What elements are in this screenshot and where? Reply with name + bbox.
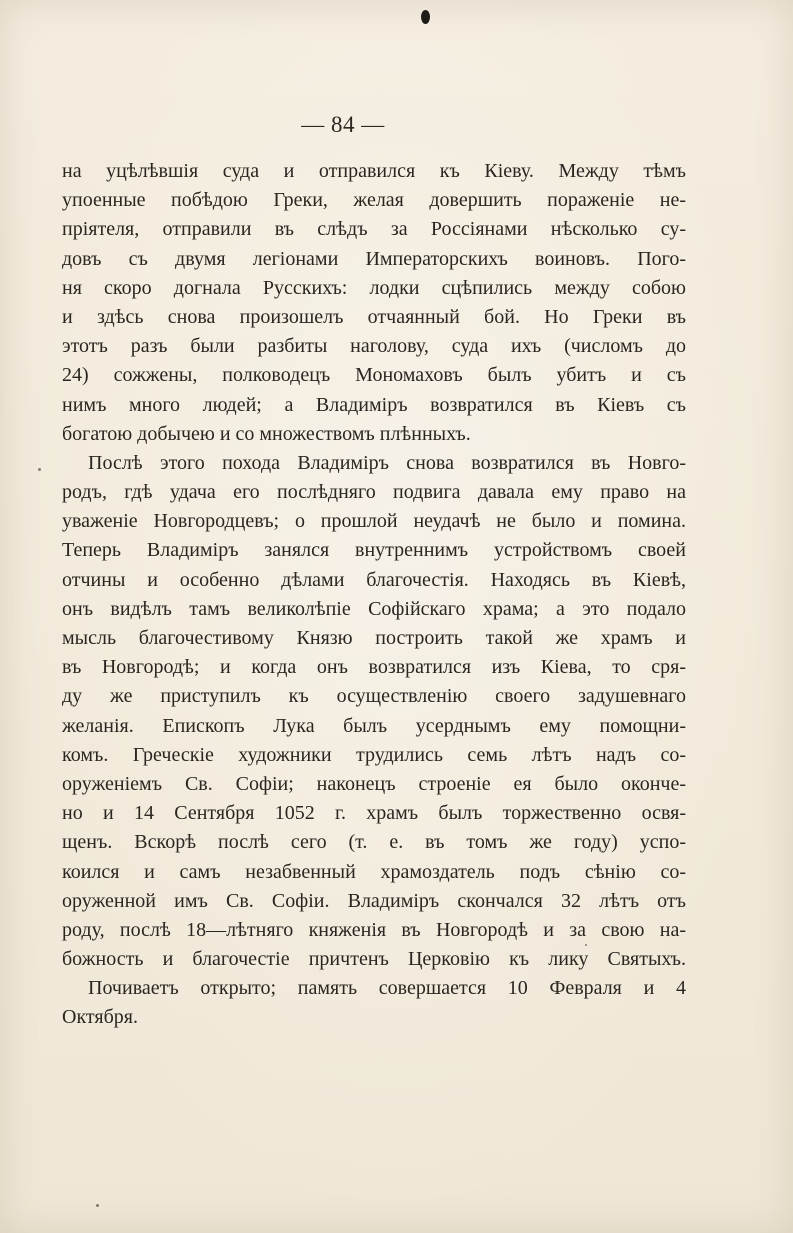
text-line: комъ. Греческіе художники трудились семь лѣтъ надъ со-: [62, 743, 686, 766]
text-line: ду же приступилъ къ осуществленію своего задушевнаго: [62, 685, 686, 708]
text-line: упоенные побѣдою Греки, желая довершить пораженіе не-: [62, 189, 686, 212]
text-line: коился и самъ незабвенный храмоздатель подъ сѣнію со-: [62, 860, 686, 883]
paper-speck: [585, 944, 587, 946]
paper-speck: [96, 1204, 99, 1207]
text-line: и здѣсь снова произошелъ отчаянный бой. Но Греки въ: [62, 305, 686, 328]
text-line: этотъ разъ были разбиты наголову, суда ихъ (числомъ до: [62, 335, 686, 358]
text-line: оруженіемъ Св. Софіи; наконецъ строеніе ея было оконче-: [62, 772, 686, 795]
text-line: онъ видѣлъ тамъ великолѣпіе Софійскаго храма; а это подало: [62, 597, 686, 620]
text-line: Теперь Владиміръ занялся внутреннимъ устройствомъ своей: [62, 539, 686, 562]
text-line: отчины и особенно дѣлами благочестія. Находясь въ Кіевѣ,: [62, 568, 686, 591]
text-line: уваженіе Новгородцевъ; о прошлой неудачѣ не было и помина.: [62, 510, 686, 533]
page-number: — 84 —: [301, 112, 385, 137]
text-line: 24) сожжены, полководецъ Мономаховъ былъ убитъ и съ: [62, 364, 686, 387]
text-line: ня скоро догнала Русскихъ: лодки сцѣпились между собою: [62, 276, 686, 299]
paper-speck: [38, 468, 41, 471]
text-line: нимъ много людей; а Владиміръ возвратился въ Кіевъ съ: [62, 393, 686, 416]
text-line: довъ съ двумя легіонами Императорскихъ воиновъ. Пого-: [62, 247, 686, 270]
text-line: желанія. Епископъ Лука былъ усерднымъ ему помощни-: [62, 714, 686, 737]
text-line: божность и благочестіе причтенъ Церковію къ лику Святыхъ.: [62, 948, 686, 971]
body-text: [62, 157, 686, 1033]
text-line: богатою добычею и со множествомъ плѣнныхъ.: [62, 422, 471, 445]
text-line: пріятеля, отправили въ слѣдъ за Россіянами нѣсколько су-: [62, 218, 686, 241]
paragraph-start-line: Послѣ этого похода Владиміръ снова возвратился въ Новго-: [88, 451, 686, 474]
text-line: родъ, гдѣ удача его послѣдняго подвига давала ему право на: [62, 481, 686, 504]
text-line: оруженной имъ Св. Софіи. Владиміръ скончался 32 лѣтъ отъ: [62, 889, 686, 912]
text-line: щенъ. Вскорѣ послѣ сего (т. е. въ томъ же году) успо-: [62, 831, 686, 854]
text-line: но и 14 Сентября 1052 г. храмъ былъ торжественно освя-: [62, 802, 686, 825]
text-line: въ Новгородѣ; и когда онъ возвратился изъ Кіева, то сря-: [62, 656, 686, 679]
text-line: на уцѣлѣвшія суда и отправился къ Кіеву. Между тѣмъ: [62, 160, 686, 182]
text-line: роду, послѣ 18—лѣтняго княженія въ Новгородѣ и за свою на-: [62, 918, 686, 941]
ink-blot: [421, 10, 430, 24]
paragraph-start-line: Почиваетъ открыто; память совершается 10 Февраля и 4: [88, 977, 686, 1000]
text-line: Октября.: [62, 1006, 138, 1029]
text-line: мысль благочестивому Князю построить такой же храмъ и: [62, 627, 686, 649]
